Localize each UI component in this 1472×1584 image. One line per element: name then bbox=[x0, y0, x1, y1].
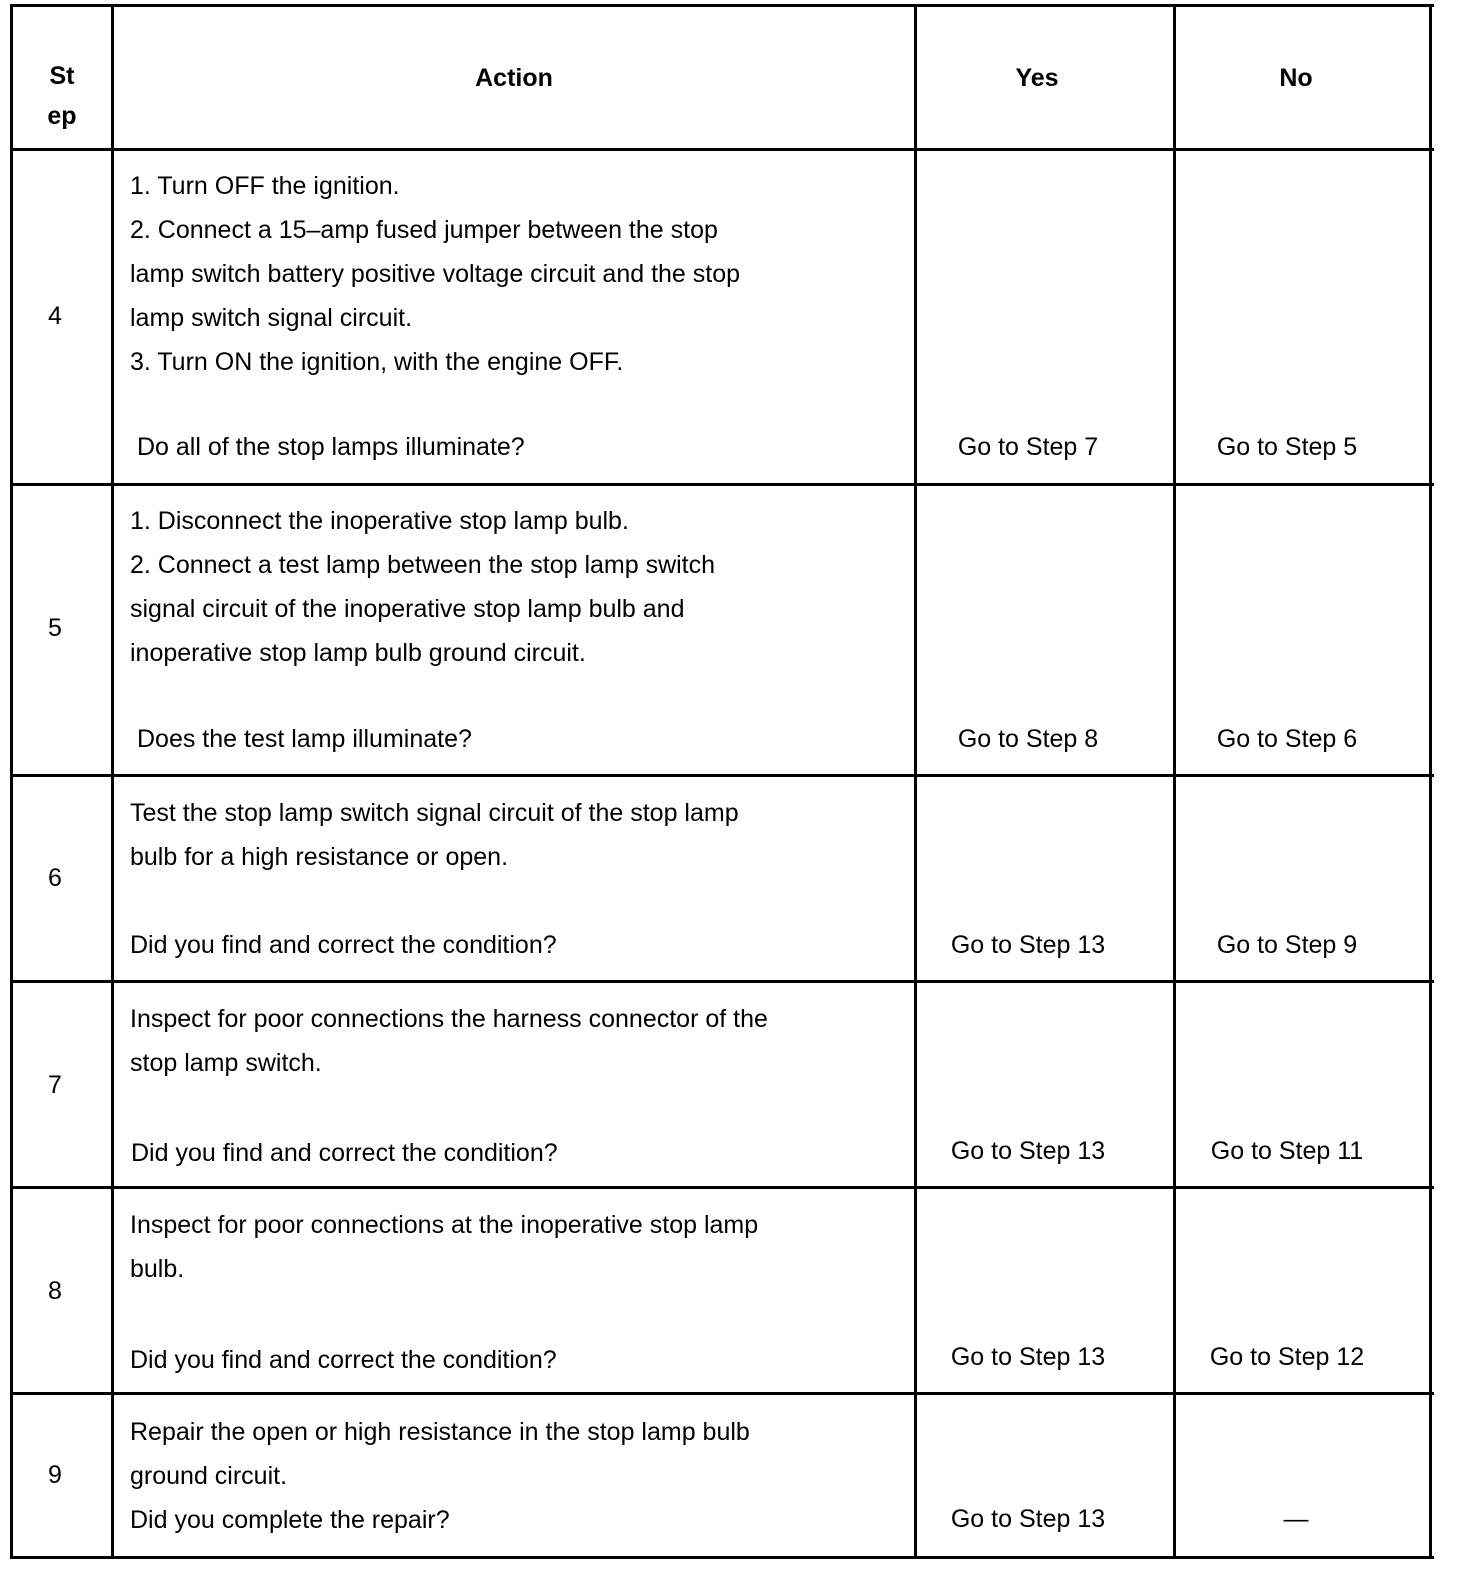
step-number: 7 bbox=[48, 1071, 62, 1099]
yes-result: Go to Step 13 bbox=[950, 1343, 1106, 1371]
action-line: Inspect for poor connections the harness connector of the bbox=[130, 1005, 768, 1033]
header-step-line1: St bbox=[49, 62, 75, 90]
action-line: lamp switch signal circuit. bbox=[130, 304, 413, 332]
action-line: ground circuit. bbox=[130, 1462, 288, 1490]
action-line: signal circuit of the inoperative stop lamp bulb and bbox=[130, 595, 685, 623]
table-column-divider bbox=[10, 4, 13, 1559]
no-result: Go to Step 6 bbox=[1216, 725, 1358, 753]
table-column-divider bbox=[914, 4, 917, 1559]
table-row-divider bbox=[10, 1392, 1434, 1395]
action-line: 2. Connect a test lamp between the stop lamp switch bbox=[130, 551, 716, 579]
action-line: bulb. bbox=[130, 1255, 185, 1283]
table-row-divider bbox=[10, 1186, 1434, 1189]
step-number: 9 bbox=[48, 1461, 62, 1489]
action-line: Inspect for poor connections at the inoperative stop lamp bbox=[130, 1211, 759, 1239]
action-line: 3. Turn ON the ignition, with the engine OFF. bbox=[130, 348, 624, 376]
no-result: Go to Step 12 bbox=[1209, 1343, 1365, 1371]
yes-result: Go to Step 13 bbox=[950, 931, 1106, 959]
action-question: Did you find and correct the condition? bbox=[130, 931, 557, 959]
action-question: Did you complete the repair? bbox=[130, 1506, 450, 1534]
header-yes: Yes bbox=[1015, 64, 1059, 92]
action-question: Do all of the stop lamps illuminate? bbox=[137, 433, 525, 461]
yes-result: Go to Step 8 bbox=[957, 725, 1099, 753]
table-border-bottom bbox=[10, 1556, 1434, 1559]
no-result: Go to Step 11 bbox=[1210, 1137, 1364, 1165]
no-result: — bbox=[1283, 1505, 1309, 1533]
action-line: Test the stop lamp switch signal circuit of the stop lamp bbox=[130, 799, 739, 827]
no-result: Go to Step 5 bbox=[1216, 433, 1358, 461]
yes-result: Go to Step 13 bbox=[950, 1137, 1106, 1165]
action-question: Does the test lamp illuminate? bbox=[137, 725, 472, 753]
step-number: 5 bbox=[48, 614, 62, 642]
header-step bbox=[13, 56, 111, 136]
header-no: No bbox=[1279, 64, 1313, 92]
table-column-divider bbox=[111, 4, 114, 1559]
table-column-divider bbox=[1429, 4, 1432, 1559]
yes-result: Go to Step 13 bbox=[950, 1505, 1106, 1533]
action-line: 1. Disconnect the inoperative stop lamp bulb. bbox=[130, 507, 629, 535]
table-column-divider bbox=[1173, 4, 1176, 1559]
action-line: stop lamp switch. bbox=[130, 1049, 322, 1077]
table-row-divider bbox=[10, 774, 1434, 777]
yes-result: Go to Step 7 bbox=[957, 433, 1099, 461]
action-line: bulb for a high resistance or open. bbox=[130, 843, 509, 871]
action-line: lamp switch battery positive voltage circuit and the stop bbox=[130, 260, 741, 288]
table-row-divider bbox=[10, 148, 1434, 151]
action-line: inoperative stop lamp bulb ground circuit. bbox=[130, 639, 586, 667]
action-line: 1. Turn OFF the ignition. bbox=[130, 172, 400, 200]
header-action: Action bbox=[475, 64, 553, 92]
action-question: Did you find and correct the condition? bbox=[131, 1139, 558, 1167]
table-row-divider bbox=[10, 980, 1434, 983]
header-step-line2: ep bbox=[47, 102, 77, 130]
action-question: Did you find and correct the condition? bbox=[130, 1346, 557, 1374]
action-line: Repair the open or high resistance in the stop lamp bulb bbox=[130, 1418, 750, 1446]
step-number: 8 bbox=[48, 1277, 62, 1305]
step-number: 6 bbox=[48, 864, 62, 892]
step-number: 4 bbox=[48, 302, 62, 330]
table-border-top bbox=[10, 4, 1434, 7]
no-result: Go to Step 9 bbox=[1216, 931, 1358, 959]
table-row-divider bbox=[10, 483, 1434, 486]
action-line: 2. Connect a 15–amp fused jumper between the stop bbox=[130, 216, 718, 244]
